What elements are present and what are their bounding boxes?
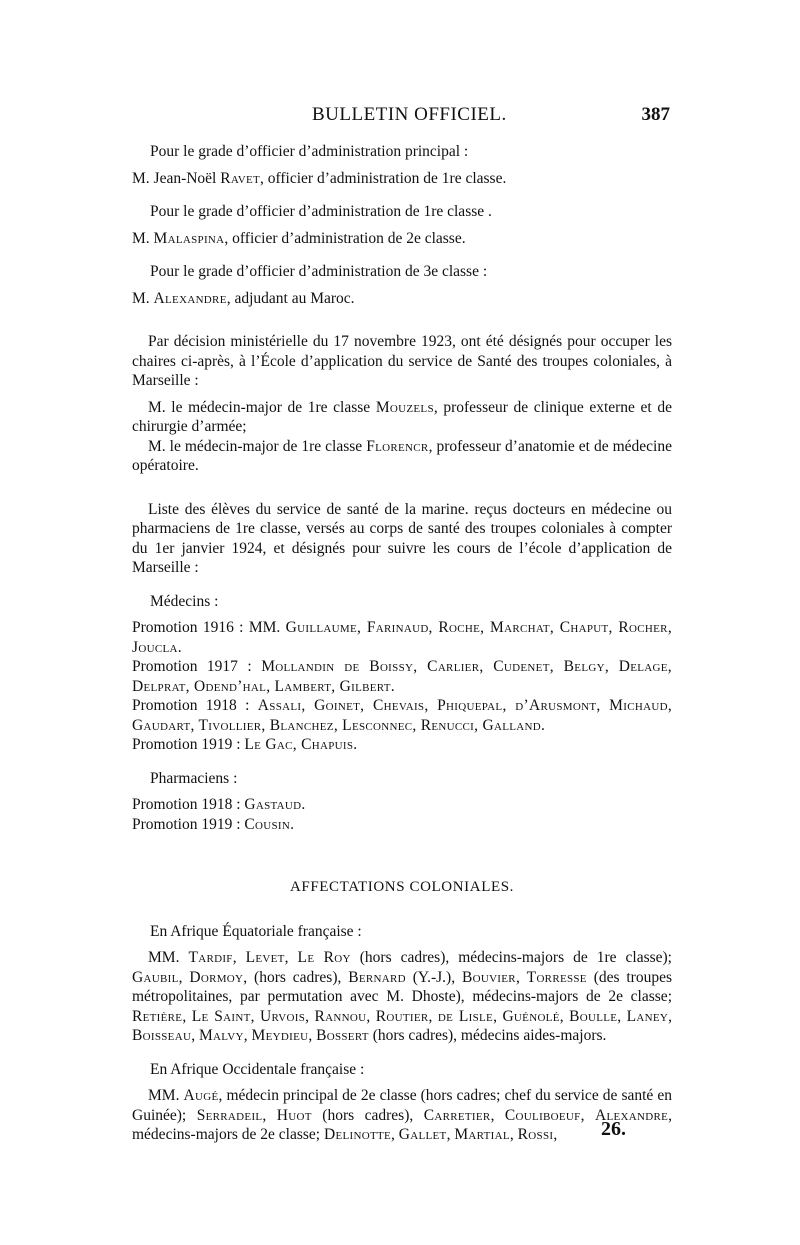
promotion-label: Promotion 1916 : MM.: [132, 619, 286, 636]
promotion-names: Gastaud.: [244, 796, 306, 813]
chair-assignment-florencr: [132, 437, 672, 476]
appointment-alexandre: [132, 289, 672, 309]
medecins-promotions: [132, 618, 672, 755]
running-header: [132, 104, 672, 134]
page-number: 387: [641, 104, 670, 125]
promotion-names: Assali, Goinet, Chevais, Phiquepal, d’Arusmont, Michaud, Gaudart, Tivollier, Blanchez, Lesconnec, Renucci, Galland.: [132, 697, 672, 734]
person-name: Malaspina: [153, 229, 225, 247]
text-segment: , professeur d’anatomie et de médecine opératoire.: [132, 437, 672, 474]
promotion-label: Promotion 1919 :: [132, 815, 245, 833]
person-name: Ravet: [220, 169, 260, 187]
appointment-ravet: [132, 169, 672, 189]
text-segment: , officier d’administration de 2e classe.: [224, 229, 466, 247]
grade-heading-third-class: Pour le grade d’officier d’administration de 3e classe :: [150, 263, 488, 280]
aef-assignments: MM. Tardif, Levet, Le Roy (hors cadres), médecins-majors de 1re classe); Gaubil, Dormoy, (hors cadres), Bernard (Y.-J.), Bouvier, Torresse (des troupes métropolitaines, par permutation avec M. Dhoste), médecins-majors de 2e classe; Retière, Le Saint, Urvois, Rannou, Routier, de Lisle, Guénolé, Boulle, Laney, Boisseau, Malvy, Meydieu, Bossert (hors cadres), médecins aides-majors.: [132, 949, 673, 1044]
pharma-promotion-1918: [132, 795, 672, 815]
promotion-1919: [132, 735, 672, 755]
running-title: BULLETIN OFFICIEL.: [312, 104, 507, 125]
promotion-names: Mollandin de Boissy, Carlier, Cudenet, Belgy, Delage, Delprat, Odend’hal, Lambert, Gilbert.: [132, 658, 672, 695]
person-name: Mouzels: [375, 398, 434, 416]
promotion-names: Le Gac, Chapuis.: [244, 736, 358, 753]
text-segment: , adjudant au Maroc.: [226, 289, 355, 307]
chair-assignment-mouzels: [132, 398, 672, 437]
students-list-paragraph: Liste des élèves du service de santé de la marine. reçus docteurs en médecine ou pharmaciens de 1re classe, versés au corps de santé des troupes coloniales à compter du 1er janvier 1924, et désignés pour suivre les cours de l’école d’application de Marseille :: [132, 500, 672, 576]
text-segment: M. le médecin-major de 1re classe: [148, 398, 376, 416]
grade-heading-principal: Pour le grade d’officier d’administration principal :: [150, 143, 469, 160]
grade-heading-first-class: Pour le grade d’officier d’administration de 1re classe .: [150, 203, 492, 220]
pharmaciens-label: Pharmaciens :: [150, 769, 238, 787]
text-segment: , professeur de clinique externe et de chirurgie d’armée;: [132, 398, 672, 435]
aof-assignments: MM. Augé, médecin principal de 2e classe (hors cadres; chef du service de santé en Guinée); Serradeil, Huot (hors cadres), Carretier, Couliboeuf, Alexandre, médecins-majors de 2e classe; Delinotte, Gallet, Martial, Rossi,: [132, 1087, 672, 1143]
promotion-names: Cousin.: [244, 815, 295, 833]
text-segment: M.: [132, 289, 154, 307]
appointment-malaspina: [132, 229, 672, 249]
promotion-1916: [132, 618, 672, 657]
text-segment: M. le médecin-major de 1re classe: [148, 437, 367, 455]
aof-label: En Afrique Occidentale française :: [150, 1060, 365, 1078]
signature-mark: 26.: [601, 1118, 626, 1140]
medecins-label: Médecins :: [150, 592, 219, 610]
promotion-1917: [132, 657, 672, 696]
pharma-promotion-1919: [132, 815, 672, 835]
promotion-names: Guillaume, Farinaud, Roche, Marchat, Chaput, Rocher, Joucla.: [132, 619, 672, 656]
promotion-label: Promotion 1917 :: [132, 658, 262, 675]
promotion-1918: [132, 696, 672, 735]
promotion-label: Promotion 1918 :: [132, 697, 258, 714]
promotion-label: Promotion 1919 :: [132, 736, 245, 753]
decision-paragraph: Par décision ministérielle du 17 novembre 1923, ont été désignés pour occuper les chaires ci-après, à l’École d’application du service de Santé des troupes coloniales, à Marseille :: [132, 333, 672, 389]
pharmaciens-promotions: [132, 795, 672, 834]
text-segment: M. Jean-Noël: [132, 169, 221, 187]
text-segment: M.: [132, 229, 154, 247]
document-body: [132, 142, 672, 1145]
person-name: Florencr: [366, 437, 429, 455]
person-name: Alexandre: [153, 289, 227, 307]
promotion-label: Promotion 1918 :: [132, 796, 245, 813]
text-segment: , officier d’administration de 1re classe.: [260, 169, 507, 187]
section-heading-affectations: AFFECTATIONS COLONIALES.: [289, 879, 515, 895]
aef-label: En Afrique Équatoriale française :: [150, 922, 362, 940]
